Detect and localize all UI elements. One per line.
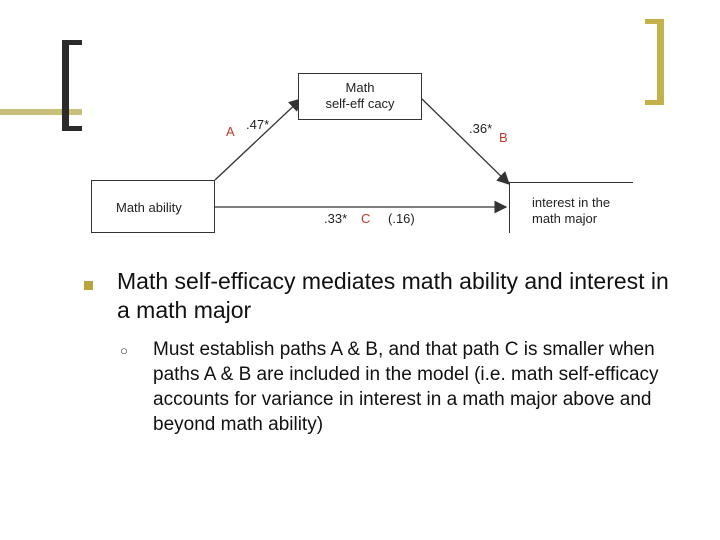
- path-c-label: C: [361, 211, 371, 226]
- path-b-label: B: [499, 130, 508, 145]
- path-b-arrow: [422, 99, 509, 184]
- mediator-label-line1: Math: [345, 80, 375, 95]
- left-bracket-decoration: [62, 40, 69, 131]
- predictor-label: Math ability: [116, 200, 182, 215]
- mediator-box: [298, 73, 422, 120]
- mediation-diagram: [80, 66, 633, 233]
- path-a-arrow: [215, 99, 301, 180]
- bullet-square-icon: [84, 281, 93, 290]
- main-bullet-text: Math self-efficacy mediates math ability and interest in a math major: [117, 268, 669, 323]
- path-c-adjusted-coefficient: (.16): [388, 211, 415, 226]
- right-bracket-decoration: [657, 19, 664, 105]
- sub-bullet-text: Must establish paths A & B, and that path C is smaller when paths A & B are included in the model (i.e. math self-efficacy accounts for variance in interest in a math major above and beyond math ability): [153, 339, 659, 435]
- olive-rule-decoration: [0, 109, 82, 115]
- mediator-label-line2: self-eff cacy: [325, 96, 395, 111]
- path-b-coefficient: .36*: [469, 121, 493, 136]
- outcome-label-line2: math major: [532, 211, 598, 226]
- path-c-coefficient: .33*: [324, 211, 348, 226]
- predictor-box: [91, 180, 215, 233]
- left-bracket-bottom-decoration: [62, 126, 82, 131]
- left-bracket-top-decoration: [62, 40, 82, 45]
- right-bracket-bottom-decoration: [645, 100, 664, 105]
- outcome-label-line1: interest in the: [532, 195, 611, 210]
- sub-bullet-circle-icon: ○: [120, 343, 128, 358]
- path-a-coefficient: .47*: [246, 117, 270, 132]
- path-a-label: A: [226, 124, 235, 139]
- right-bracket-top-decoration: [645, 19, 664, 24]
- outcome-box: [509, 182, 633, 233]
